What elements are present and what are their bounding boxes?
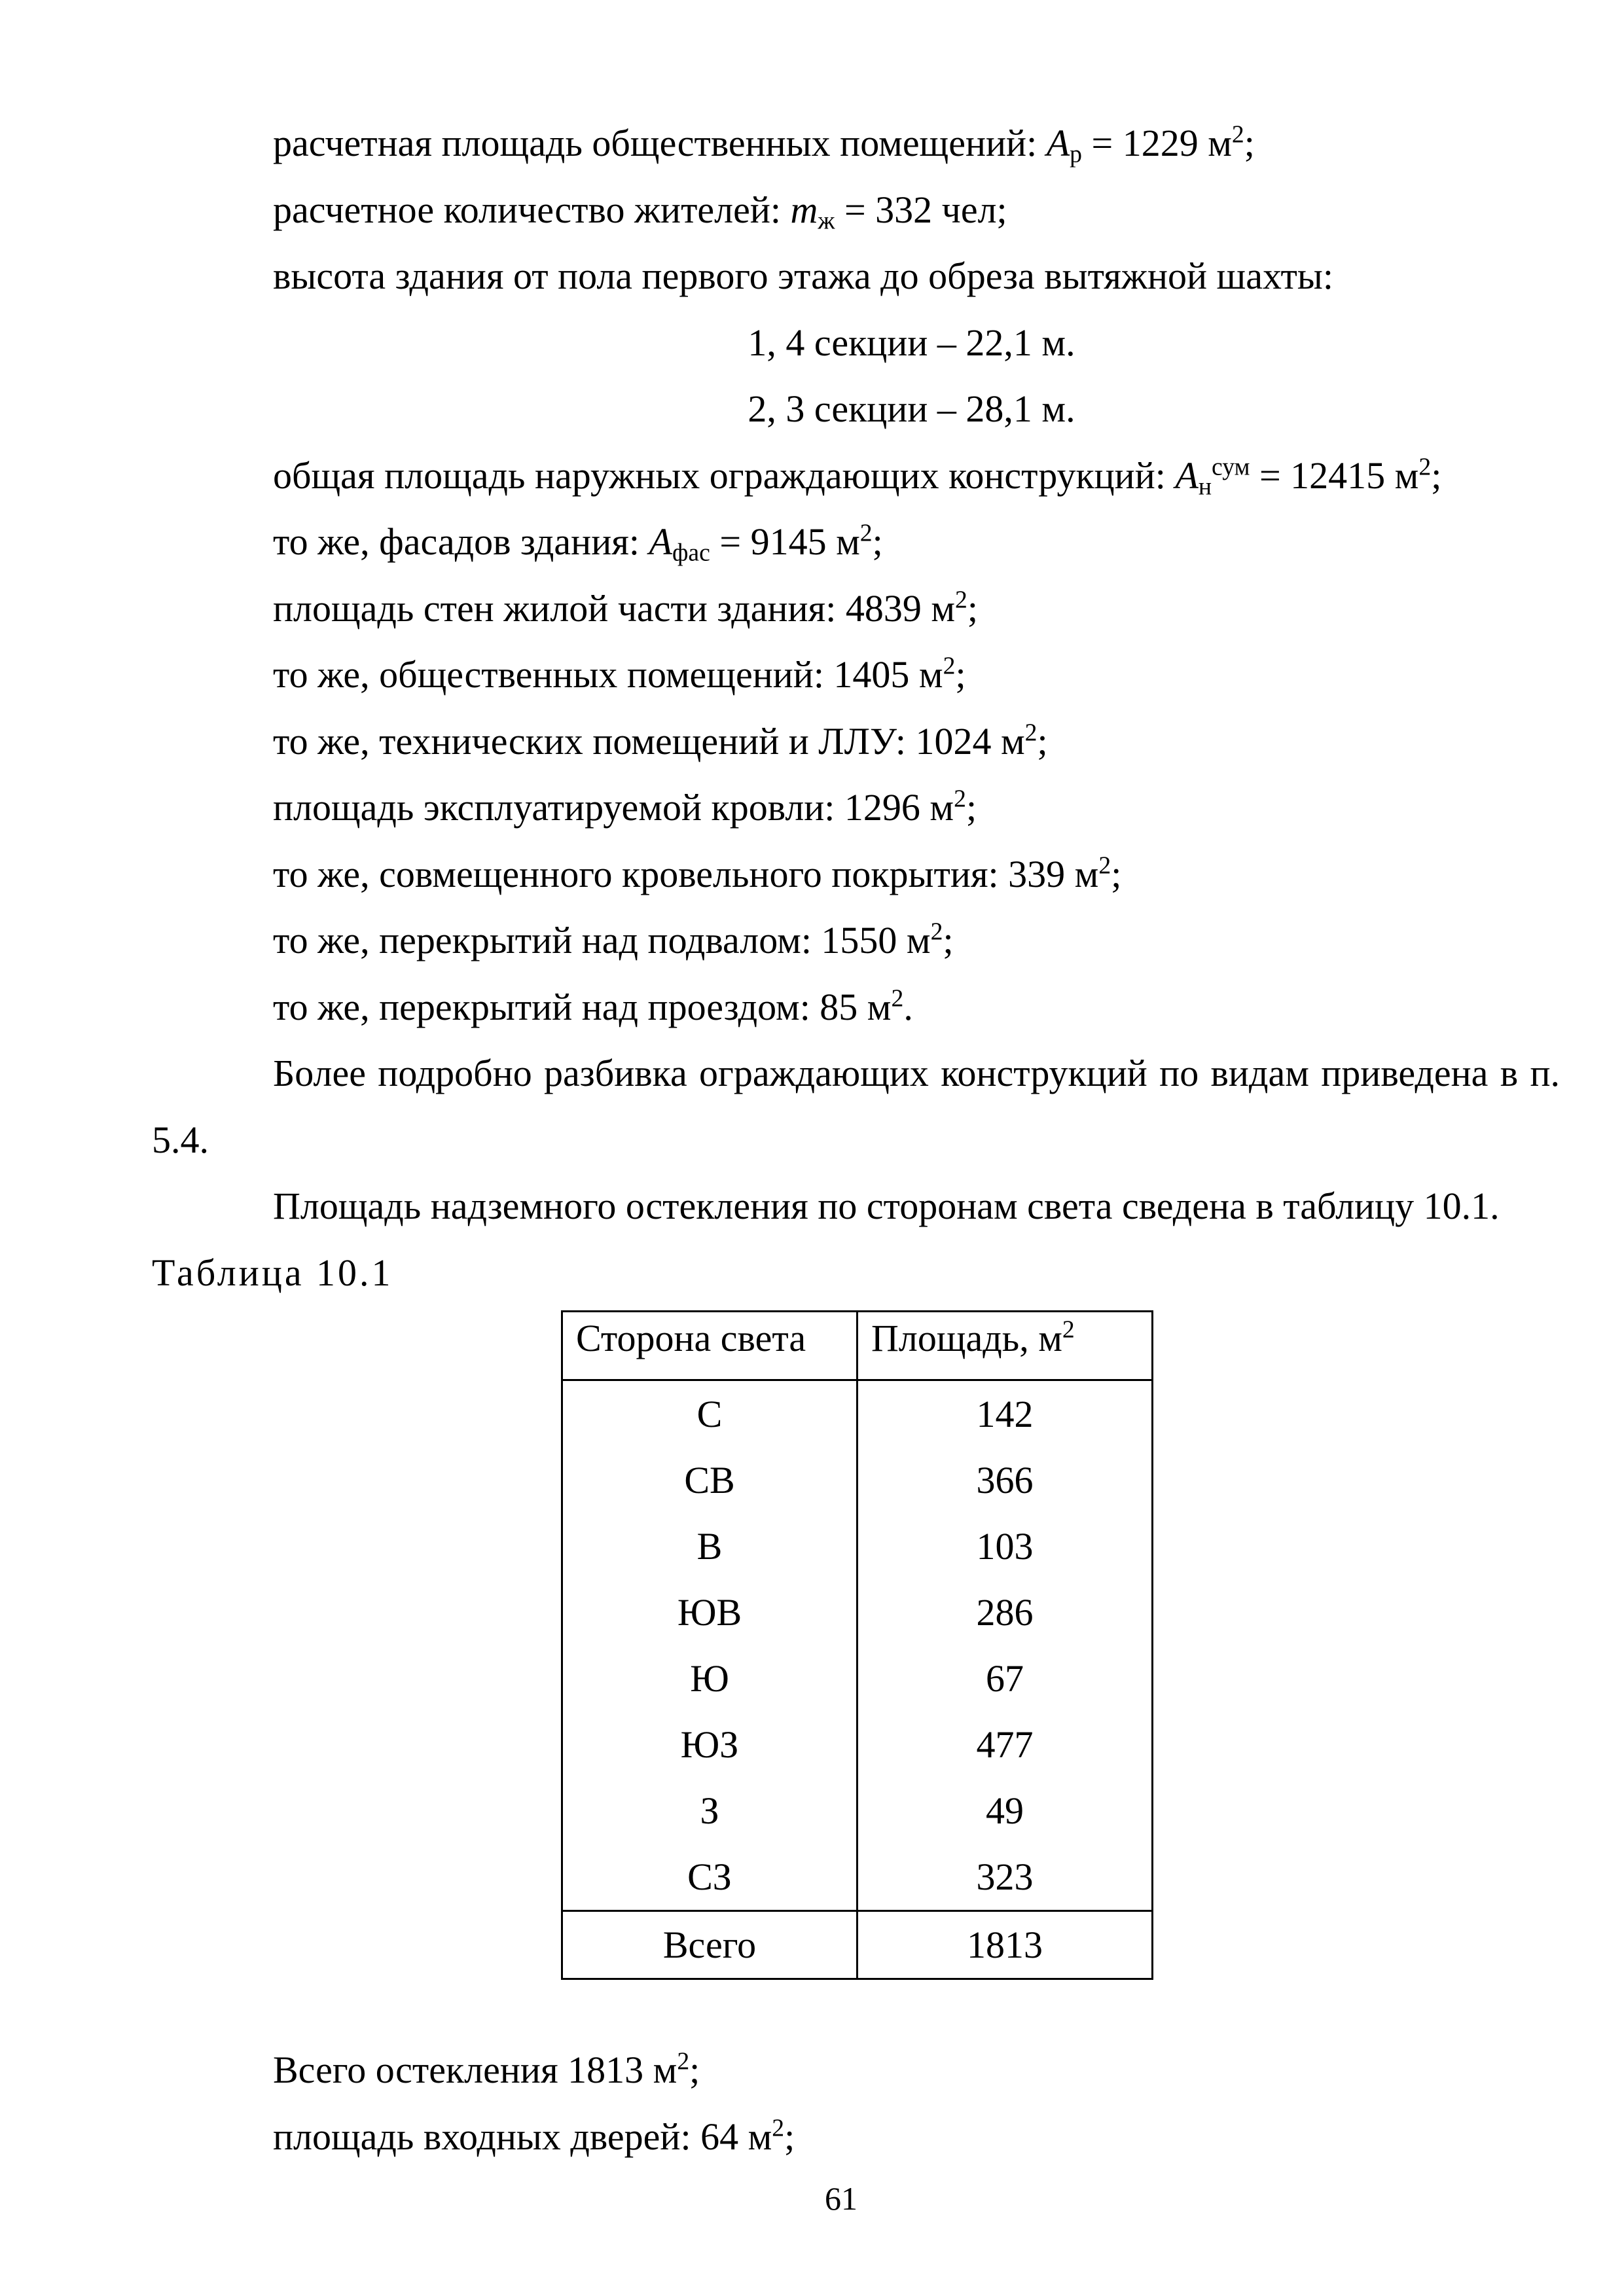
line-facades [152,509,1560,575]
after-table-text [152,2037,1560,2170]
cell: Ю [562,1645,857,1712]
text: ; [1244,122,1255,164]
superscript: 2 [943,652,956,680]
superscript: 2 [772,2113,785,2142]
symbol: A [649,520,672,563]
cell: Всего [562,1911,857,1979]
superscript: 2 [954,785,966,813]
text: общая площадь наружных ограждающих конструкций: [273,454,1176,497]
cell: СЗ [562,1844,857,1911]
table-row [562,1844,1153,1911]
line-total-area [152,442,1560,509]
text: = 1229 м [1081,122,1232,164]
header-direction: Сторона света [562,1312,857,1380]
text: площадь эксплуатируемой кровли: 1296 м [273,786,954,829]
text: то же, совмещенного кровельного покрытия: 339 м [273,852,1099,895]
superscript: 2 [955,585,967,613]
text: = 332 чел; [835,188,1007,231]
superscript: 2 [677,2047,690,2075]
superscript: 2 [1062,1316,1075,1344]
text: ; [689,2049,700,2091]
cell: 67 [857,1645,1153,1712]
text: Всего остекления 1813 м [273,2049,677,2091]
superscript: 2 [1098,851,1111,879]
table-caption: Таблица 10.1 [152,1251,393,1294]
cell: ЮВ [562,1579,857,1645]
cell: В [562,1513,857,1579]
cell: СВ [562,1447,857,1513]
header-area [857,1312,1153,1380]
table-row [562,1712,1153,1778]
line-total-glazing [152,2037,1560,2104]
line-basement [152,907,1560,974]
text: = 12415 м [1250,454,1419,497]
line-walls [152,575,1560,642]
symbol: A [1046,122,1070,164]
text: площадь входных дверей: 64 м [273,2115,772,2158]
line-residents [152,177,1560,243]
text: ; [872,520,883,563]
cell: 103 [857,1513,1153,1579]
text: ; [955,653,966,696]
table-row [562,1778,1153,1844]
table-row [562,1579,1153,1645]
text: площадь стен жилой части здания: 4839 м [273,586,956,630]
line-public-area [152,110,1560,177]
line-roof [152,774,1560,841]
paragraph-details: Более подробно разбивка ограждающих конструкций по видам приведена в п. 5.4. [152,1052,1560,1161]
text: расчетное количество жителей: [273,188,791,231]
text: = 9145 м [710,520,860,563]
line-technical [152,708,1560,775]
cell: З [562,1778,857,1844]
text: ; [784,2115,795,2158]
body-text [152,110,1560,1306]
superscript: 2 [1231,120,1244,149]
subscript: фас [672,539,710,567]
text: ; [1037,719,1048,762]
text: то же, технических помещений и ЛЛУ: 1024 м [273,719,1025,762]
text: то же, перекрытий над проездом: 85 м [273,985,892,1028]
line-sections-2-3: 2, 3 секции – 28,1 м. [748,387,1075,430]
text: ; [965,786,977,829]
text: ; [1111,852,1122,895]
paragraph-glazing: Площадь надземного остекления по сторонам света сведена в таблицу 10.1. [273,1185,1500,1227]
line-doors [152,2104,1560,2170]
line-passage [152,974,1560,1041]
cell: 286 [857,1579,1153,1645]
cell: 142 [857,1380,1153,1448]
line-public [152,641,1560,708]
cell: 1813 [857,1911,1153,1979]
text: ; [1431,454,1442,497]
superscript: 2 [859,519,873,547]
superscript: 2 [1418,452,1432,480]
text: то же, фасадов здания: [273,520,649,563]
table-row [562,1645,1153,1712]
cell: 323 [857,1844,1153,1911]
subscript: ж [818,206,835,234]
symbol: A [1175,454,1199,497]
text: расчетная площадь общественных помещений: [273,122,1047,164]
line-combined-roof [152,841,1560,908]
glazing-table [561,1310,1153,1980]
table-row [562,1380,1153,1448]
line-sections-1-4: 1, 4 секции – 22,1 м. [748,321,1075,364]
text: то же, общественных помещений: 1405 м [273,653,943,696]
subscript: р [1070,140,1082,168]
cell: ЮЗ [562,1712,857,1778]
text: . [903,985,913,1028]
superscript: 2 [930,918,943,946]
superscript: сум [1212,452,1250,480]
text: ; [967,586,979,630]
text: Площадь, м [871,1317,1062,1359]
line-height: высота здания от пола первого этажа до обреза вытяжной шахты: [273,255,1333,297]
cell: 49 [857,1778,1153,1844]
superscript: 2 [891,984,904,1012]
cell: 366 [857,1447,1153,1513]
table-total-row [562,1911,1153,1979]
table-row [562,1513,1153,1579]
text: ; [943,919,954,961]
subscript: н [1198,472,1212,500]
symbol: m [790,188,818,231]
table-row [562,1447,1153,1513]
page-number: 61 [825,2180,857,2217]
text: то же, перекрытий над подвалом: 1550 м [273,919,931,961]
table-header [562,1312,1153,1380]
superscript: 2 [1024,718,1038,746]
cell: С [562,1380,857,1448]
cell: 477 [857,1712,1153,1778]
